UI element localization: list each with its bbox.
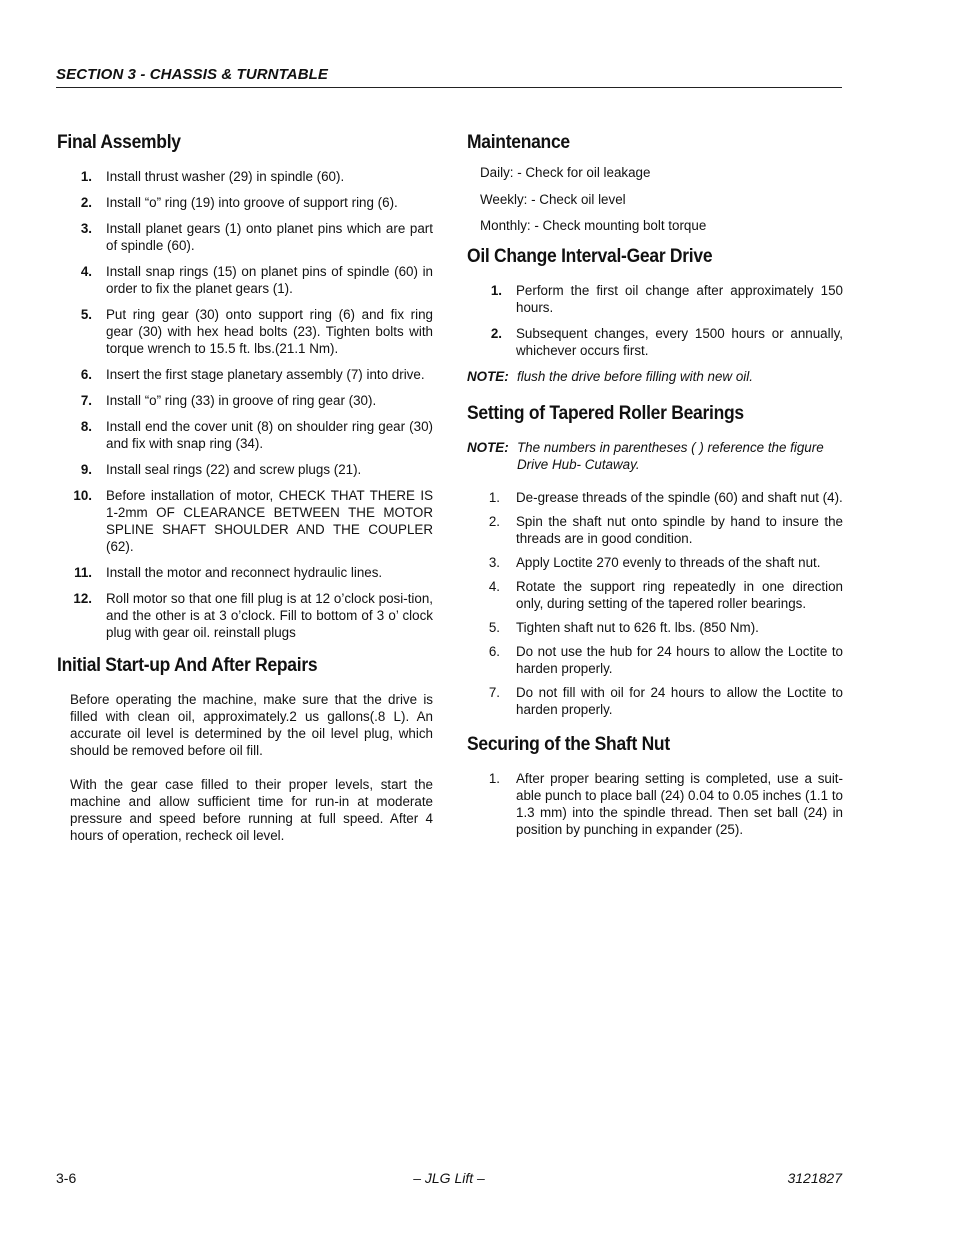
page-footer <box>56 1170 842 1190</box>
step-number: 2. <box>488 514 500 529</box>
list-item <box>467 554 843 571</box>
list-item <box>57 461 433 478</box>
list-item <box>57 263 433 297</box>
step-text: Roll motor so that one fill plug is at 12 o’clock posi-tion, and the other is at 3 o’clock. Fill to bottom of 3 o’ clock plug with gear oil. reinstall plugs <box>106 591 433 640</box>
list-item <box>57 306 433 357</box>
maintenance-weekly: Weekly: - Check oil level <box>480 191 626 207</box>
footer-brand: – JLG Lift – <box>413 1170 485 1186</box>
step-text: Install the motor and reconnect hydraulic lines. <box>106 565 383 580</box>
step-text: Install “o” ring (19) into groove of support ring (6). <box>106 195 398 210</box>
list-item <box>467 282 843 316</box>
list-item <box>57 487 433 555</box>
document-number: 3121827 <box>787 1170 842 1186</box>
list-item <box>467 325 843 359</box>
step-number: 4. <box>80 264 92 279</box>
list-item <box>467 513 843 547</box>
step-number: 4. <box>488 579 500 594</box>
step-number: 6. <box>80 367 92 382</box>
list-item <box>467 643 843 677</box>
maintenance-daily: Daily: - Check for oil leakage <box>480 165 651 180</box>
list-item <box>57 392 433 409</box>
step-text: Rotate the support ring repeatedly in one direction only, during setting of the tapered roller bearings. <box>516 579 843 611</box>
step-text: After proper bearing setting is completed, use a suit-able punch to place ball (24) 0.04 to 0.05 inches (1.1 to 1.3 mm) into the spindle thread. Then set ball (24) in position by punching in expander (25). <box>516 771 843 837</box>
list-item <box>57 194 433 211</box>
note-label: NOTE: <box>467 440 509 455</box>
maintenance-heading: Maintenance <box>467 132 570 153</box>
tapered-bearings-heading: Setting of Tapered Roller Bearings <box>467 403 744 424</box>
step-text: Install snap rings (15) on planet pins of spindle (60) in order to fix the planet gears (1). <box>106 264 433 296</box>
list-item <box>467 770 843 838</box>
list-item <box>57 366 433 383</box>
left-column <box>57 132 433 861</box>
list-item <box>467 578 843 612</box>
step-number: 7. <box>80 393 92 408</box>
step-number: 7. <box>488 685 500 700</box>
step-number: 12. <box>73 591 92 606</box>
page-header <box>56 66 842 88</box>
step-number: 2. <box>80 195 92 210</box>
list-item <box>57 220 433 254</box>
oil-change-steps <box>467 282 843 359</box>
startup-paragraph: With the gear case filled to their proper levels, start the machine and allow sufficient time for run-in at moderate pressure and speed before running at full speed. After 4 hours of operation, recheck oil level. <box>70 777 433 843</box>
step-number: 1. <box>488 771 500 786</box>
step-text: Install seal rings (22) and screw plugs (21). <box>106 462 362 477</box>
step-text: De-grease threads of the spindle (60) and shaft nut (4). <box>516 490 843 505</box>
startup-paragraph: Before operating the machine, make sure that the drive is filled with clean oil, approximately.2 us gallons(.8 L). An accurate oil level is determined by the oil level plug, which should be removed before oil fill. <box>70 692 433 758</box>
step-text: Tighten shaft nut to 626 ft. lbs. (850 Nm). <box>516 620 759 635</box>
step-text: Apply Loctite 270 evenly to threads of the shaft nut. <box>516 555 821 570</box>
step-text: Install planet gears (1) onto planet pins which are part of spindle (60). <box>106 221 433 253</box>
list-item <box>57 168 433 185</box>
step-text: Put ring gear (30) onto support ring (6) and fix ring gear (30) with hex head bolts (23). Tighten bolts with torque wrench to 15.5 ft. lbs.(21.1 Nm). <box>106 307 433 356</box>
step-number: 8. <box>80 419 92 434</box>
step-number: 11. <box>74 565 92 580</box>
list-item <box>467 489 843 506</box>
note-text: The numbers in parentheses ( ) reference the figure Drive Hub- Cutaway. <box>517 440 824 472</box>
maintenance-monthly: Monthly: - Check mounting bolt torque <box>480 218 707 233</box>
note-label: NOTE: <box>467 369 509 384</box>
step-text: Do not fill with oil for 24 hours to allow the Loctite to harden properly. <box>516 685 843 717</box>
step-number: 1. <box>80 169 92 184</box>
final-assembly-heading: Final Assembly <box>57 132 181 153</box>
list-item <box>467 684 843 718</box>
list-item <box>57 564 433 581</box>
step-text: Perform the first oil change after approximately 150 hours. <box>516 283 843 315</box>
step-text: Before installation of motor, CHECK THAT THERE IS 1-2mm OF CLEARANCE BETWEEN THE MOTOR SPLINE SHAFT SHOULDER AND THE COUPLER (62). <box>106 488 433 554</box>
list-item <box>467 619 843 636</box>
list-item <box>57 418 433 452</box>
step-text: Install “o” ring (33) in groove of ring gear (30). <box>106 393 377 408</box>
step-number: 3. <box>80 221 92 236</box>
note-text: flush the drive before filling with new oil. <box>517 369 753 384</box>
right-column <box>467 132 843 847</box>
step-text: Subsequent changes, every 1500 hours or annually, whichever occurs first. <box>516 326 843 358</box>
tapered-bearings-steps <box>467 489 843 718</box>
shaft-nut-heading: Securing of the Shaft Nut <box>467 734 670 755</box>
step-number: 5. <box>488 620 500 635</box>
step-number: 2. <box>490 326 502 341</box>
step-text: Install thrust washer (29) in spindle (60). <box>106 169 345 184</box>
step-number: 5. <box>80 307 92 322</box>
step-text: Install end the cover unit (8) on shoulder ring gear (30) and fix with snap ring (34). <box>106 419 433 451</box>
tapered-bearings-note <box>467 439 843 473</box>
step-text: Do not use the hub for 24 hours to allow the Loctite to harden properly. <box>516 644 843 676</box>
step-number: 1. <box>490 283 502 298</box>
shaft-nut-steps <box>467 770 843 838</box>
section-title: SECTION 3 - CHASSIS & TURNTABLE <box>56 66 329 83</box>
step-text: Spin the shaft nut onto spindle by hand to insure the threads are in good condition. <box>516 514 843 546</box>
step-text: Insert the first stage planetary assembly (7) into drive. <box>106 367 425 382</box>
step-number: 1. <box>488 490 500 505</box>
oil-change-heading: Oil Change Interval-Gear Drive <box>467 246 713 267</box>
step-number: 10. <box>73 488 92 503</box>
initial-startup-heading: Initial Start-up And After Repairs <box>57 655 318 676</box>
oil-change-note <box>467 368 843 385</box>
page-number: 3-6 <box>56 1170 77 1186</box>
step-number: 6. <box>488 644 500 659</box>
final-assembly-steps <box>57 168 433 641</box>
step-number: 9. <box>80 462 92 477</box>
list-item <box>57 590 433 641</box>
step-number: 3. <box>488 555 500 570</box>
